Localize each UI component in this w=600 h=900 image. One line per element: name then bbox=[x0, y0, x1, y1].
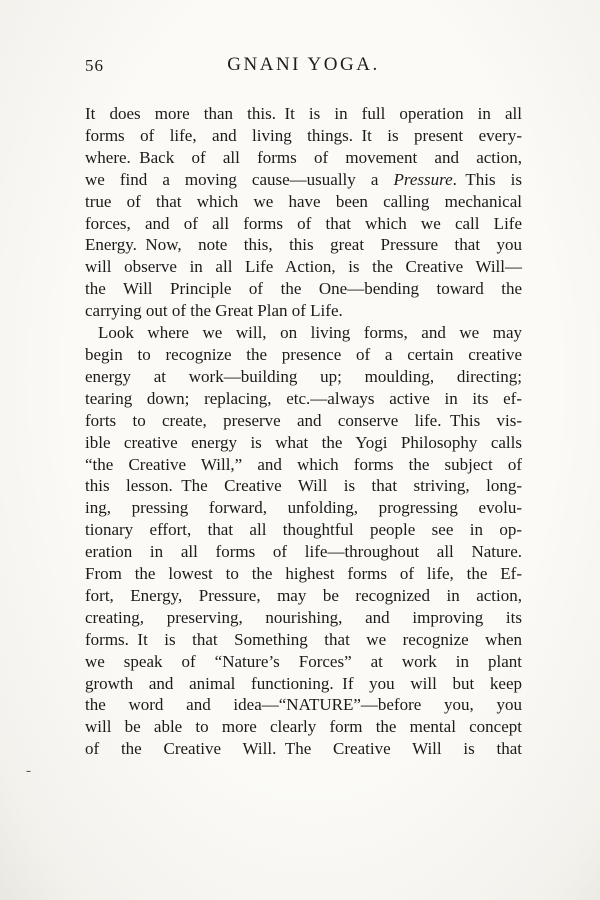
text-line bbox=[85, 497, 522, 519]
text-line bbox=[85, 519, 522, 541]
text-run: carrying out of the Great Plan of Life. bbox=[85, 301, 343, 321]
text-line bbox=[85, 125, 522, 147]
page-number: 56 bbox=[85, 56, 104, 75]
italic-run: Pressure bbox=[393, 169, 453, 189]
text-run: where. Back of all forms of movement and action, bbox=[85, 147, 522, 167]
text-block bbox=[85, 103, 522, 760]
text-run: the word and idea—“NATURE”—before you, you bbox=[85, 695, 522, 715]
text-line bbox=[85, 410, 522, 432]
text-run: true of that which we have been calling mechanical bbox=[85, 191, 522, 211]
text-line bbox=[85, 541, 522, 563]
text-run: this lesson. The Creative Will is that striving, long- bbox=[85, 476, 522, 496]
text-run: forms of life, and living things. It is present every- bbox=[85, 125, 522, 145]
text-run: forms. It is that Something that we recognize when bbox=[85, 629, 522, 649]
text-run: creating, preserving, nourishing, and improving its bbox=[85, 607, 522, 627]
text-run: fort, Energy, Pressure, may be recognized in action, bbox=[85, 585, 522, 605]
text-run: growth and animal functioning. If you will but keep bbox=[85, 673, 522, 693]
text-line bbox=[85, 563, 522, 585]
text-line bbox=[85, 300, 522, 322]
text-line bbox=[85, 344, 522, 366]
text-line bbox=[85, 475, 522, 497]
text-line bbox=[85, 147, 522, 169]
text-run: will observe in all Life Action, is the Creative Will— bbox=[85, 257, 522, 277]
text-run: we find a moving cause—usually a bbox=[85, 169, 394, 189]
text-run: Look where we will, on living forms, and we may bbox=[98, 323, 522, 343]
text-line bbox=[85, 191, 522, 213]
text-run: tearing down; replacing, etc.—always active in its ef- bbox=[85, 388, 522, 408]
running-title: GNANI YOGA. bbox=[227, 54, 380, 75]
stray-mark: - bbox=[26, 763, 31, 779]
text-line bbox=[85, 673, 522, 695]
text-line bbox=[85, 234, 522, 256]
text-line bbox=[85, 738, 522, 760]
text-run: eration in all forms of life—throughout all Nature. bbox=[85, 542, 522, 562]
text-run: ing, pressing forward, unfolding, progressing evolu- bbox=[85, 498, 522, 518]
text-line bbox=[85, 322, 522, 344]
text-line bbox=[85, 213, 522, 235]
text-run: . This is bbox=[452, 169, 523, 189]
text-line bbox=[85, 278, 522, 300]
paragraph bbox=[85, 322, 522, 760]
text-run: forces, and of all forms of that which we call Life bbox=[85, 213, 522, 233]
text-line bbox=[85, 388, 522, 410]
text-run: Energy. Now, note this, this great Pressure that you bbox=[85, 235, 522, 255]
text-run: From the lowest to the highest forms of life, the Ef- bbox=[85, 564, 522, 584]
text-run: of the Creative Will. The Creative Will is that bbox=[85, 739, 522, 759]
text-line bbox=[85, 432, 522, 454]
text-run: the Will Principle of the One—bending toward the bbox=[85, 279, 522, 299]
text-line bbox=[85, 366, 522, 388]
text-run: we speak of “Nature’s Forces” at work in plant bbox=[85, 651, 522, 671]
text-line bbox=[85, 607, 522, 629]
text-line bbox=[85, 694, 522, 716]
text-run: will be able to more clearly form the mental concept bbox=[85, 717, 522, 737]
text-run: ible creative energy is what the Yogi Philosophy calls bbox=[85, 432, 522, 452]
text-line bbox=[85, 256, 522, 278]
text-line bbox=[85, 454, 522, 476]
text-run: “the Creative Will,” and which forms the subject of bbox=[85, 454, 522, 474]
text-run: tionary effort, that all thoughtful people see in op- bbox=[85, 520, 522, 540]
text-line bbox=[85, 629, 522, 651]
text-run: energy at work—building up; moulding, directing; bbox=[85, 366, 522, 386]
text-run: It does more than this. It is in full operation in all bbox=[85, 104, 522, 123]
text-line bbox=[85, 169, 522, 191]
text-line bbox=[85, 716, 522, 738]
text-line bbox=[85, 585, 522, 607]
page-header bbox=[85, 54, 522, 80]
text-run: begin to recognize the presence of a certain creative bbox=[85, 344, 522, 364]
text-line bbox=[85, 651, 522, 673]
paragraph bbox=[85, 103, 522, 322]
text-run: forts to create, preserve and conserve life. This vis- bbox=[85, 410, 522, 430]
text-line bbox=[85, 103, 522, 125]
